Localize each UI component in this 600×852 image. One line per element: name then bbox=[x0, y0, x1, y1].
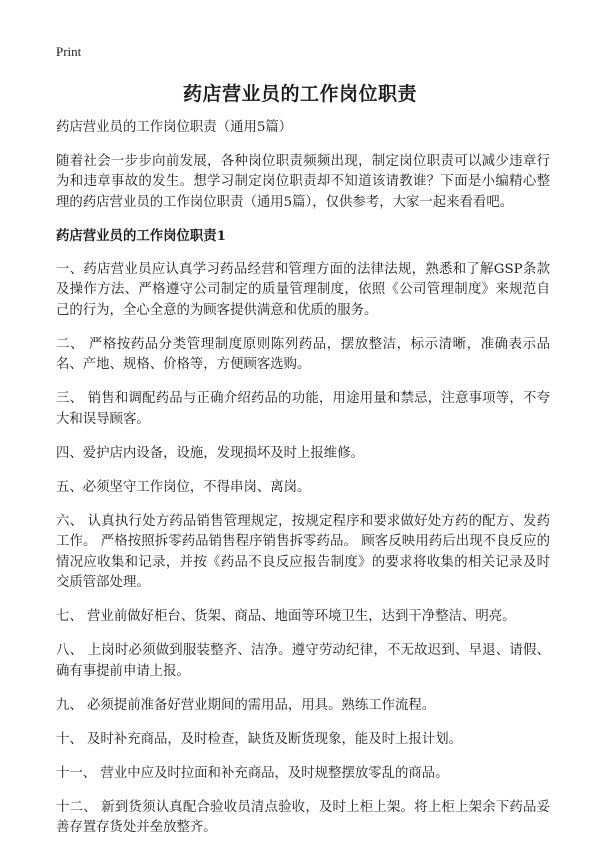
duty-item-12: 十二、 新到货须认真配合验收员清点验收，及时上柜上架。将上柜上架余下药品妥善存置存货处并垒放整齐。 bbox=[56, 799, 550, 835]
duty-item-1: 一、药店营业员应认真学习药品经营和管理方面的法律法规，熟悉和了解GSP条款及操作方法、严格遵守公司制定的质量管理制度，依照《公司管理制度》来规范自己的行为，全心全意的为顾客提供满意和优质的服务。 bbox=[56, 261, 550, 318]
duty-item-9: 九、 必须提前准备好营业期间的需用品，用具。熟练工作流程。 bbox=[56, 697, 436, 713]
document-subtitle: 药店营业员的工作岗位职责（通用5篇） bbox=[56, 120, 293, 135]
document-body bbox=[56, 118, 550, 852]
duty-item-6: 六、 认真执行处方药品销售管理规定，按规定程序和要求做好处方药的配方、发药工作。 严格按照拆零药品销售程序销售拆零药品。 顾客反映用药后出现不良反应的情况应收集和记录，并按《药品不良反应报告制度》的要求将收集的相关记录及时交质管部处理。 bbox=[56, 513, 550, 590]
section-heading: 药店营业员的工作岗位职责1 bbox=[56, 228, 227, 244]
duty-item-3: 三、 销售和调配药品与正确介绍药品的功能，用途用量和禁忌，注意事项等，不夸大和误导顾客。 bbox=[56, 391, 550, 427]
print-label: Print bbox=[56, 44, 82, 59]
duty-item-11: 十一、 营业中应及时拉面和补充商品，及时规整摆放零乱的商品。 bbox=[56, 765, 449, 781]
duty-item-4: 四、爱护店内设备，设施，发现损坏及时上报维修。 bbox=[56, 445, 364, 461]
duty-item-10: 十、 及时补充商品，及时检查，缺货及断货现象，能及时上报计划。 bbox=[56, 731, 462, 747]
duty-item-2: 二、 严格按药品分类管理制度原则陈列药品，摆放整洁，标示清晰，准确表示品名、产地、规格、价格等，方便顾客选购。 bbox=[56, 336, 550, 372]
document-title: 药店营业员的工作岗位职责 bbox=[182, 83, 417, 105]
duty-item-8: 八、 上岗时必须做到服装整齐、洁净。遵守劳动纪律，不无故迟到、早退、请假、确有事提前申请上报。 bbox=[56, 643, 550, 679]
duty-item-7: 七、 营业前做好柜台、货架、商品、地面等环境卫生，达到干净整洁、明亮。 bbox=[56, 609, 516, 624]
intro-paragraph: 随着社会一步步向前发展，各种岗位职责频频出现，制定岗位职责可以减少违章行为和违章事故的发生。想学习制定岗位职责却不知道该请教谁？下面是小编精心整理的药店营业员的工作岗位职责（通用5篇），仅供参考，大家一起来看看吧。 bbox=[56, 153, 550, 210]
duty-item-5: 五、必须坚守工作岗位，不得串岗、离岗。 bbox=[56, 479, 311, 495]
